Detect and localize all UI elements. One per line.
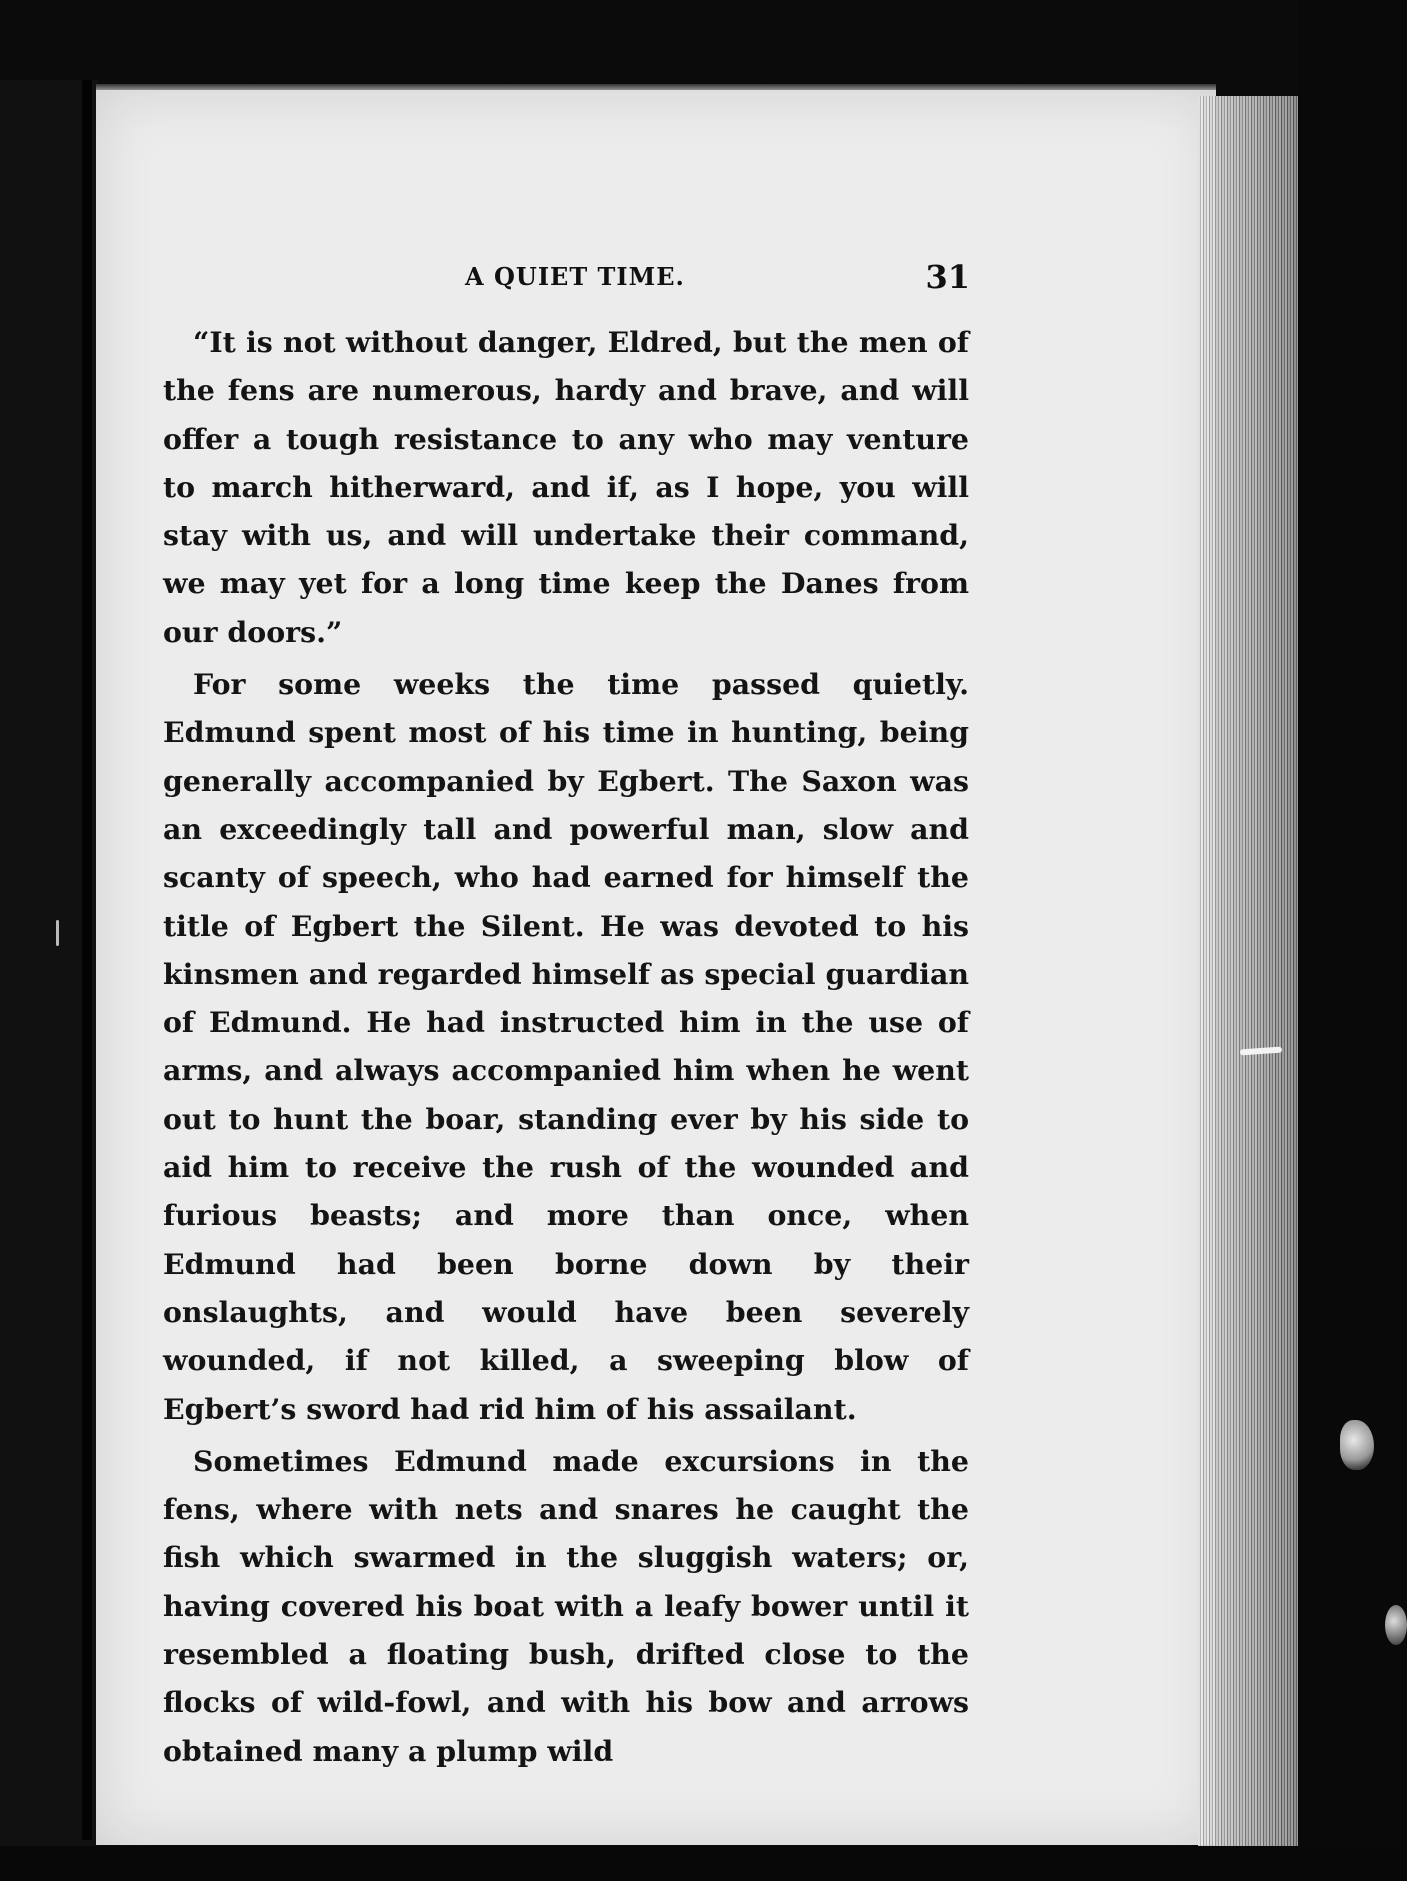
right-background <box>1298 0 1407 1881</box>
page-number: 31 <box>925 258 970 296</box>
book-binding <box>82 80 92 1840</box>
fore-edge-shading <box>1198 96 1298 1846</box>
running-head: A QUIET TIME. <box>465 262 685 291</box>
paper-tab <box>1340 1420 1374 1470</box>
paragraph-2: For some weeks the time passed quietly. Edmund spent most of his time in hunting, being generally accompanied by Egbert. The Saxon was an exceedingly tall and powerful man, slow and scanty of speech, who had earned for himself the title of Egbert the Silent. He was devoted to his kinsmen and regarded himself as special guardian of Edmund. He had instructed him in the use of arms, and always accompanied him when he went out to hunt the boar, standing ever by his side to aid him to receive the rush of the wounded and furious beasts; and more than once, when Edmund had been borne down by their onslaughts, and would have been severely wounded, if not killed, a sweeping blow of Egbert’s sword had rid him of his assailant. <box>163 667 969 1426</box>
paragraph-3: Sometimes Edmund made excursions in the fens, where with nets and snares he caught the fish which swarmed in the sluggish waters; or, having covered his boat with a leafy bower until it resembled a floating bush, drifted close to the flocks of wild-fowl, and with his bow and arrows obtained many a plump wild <box>163 1443 969 1768</box>
page-header <box>165 258 970 302</box>
paper-tab-lower <box>1385 1605 1407 1645</box>
paragraph-1: “It is not without danger, Eldred, but the men of the fens are numerous, hardy and brave, and will offer a tough resistance to any who may venture to march hitherward, and if, as I hope, you will stay with us, and will undertake their command, we may yet for a long time keep the Danes from our doors.” <box>163 325 969 649</box>
bottom-background <box>0 1846 1407 1881</box>
margin-mark <box>56 920 59 946</box>
page-body <box>163 318 969 1775</box>
